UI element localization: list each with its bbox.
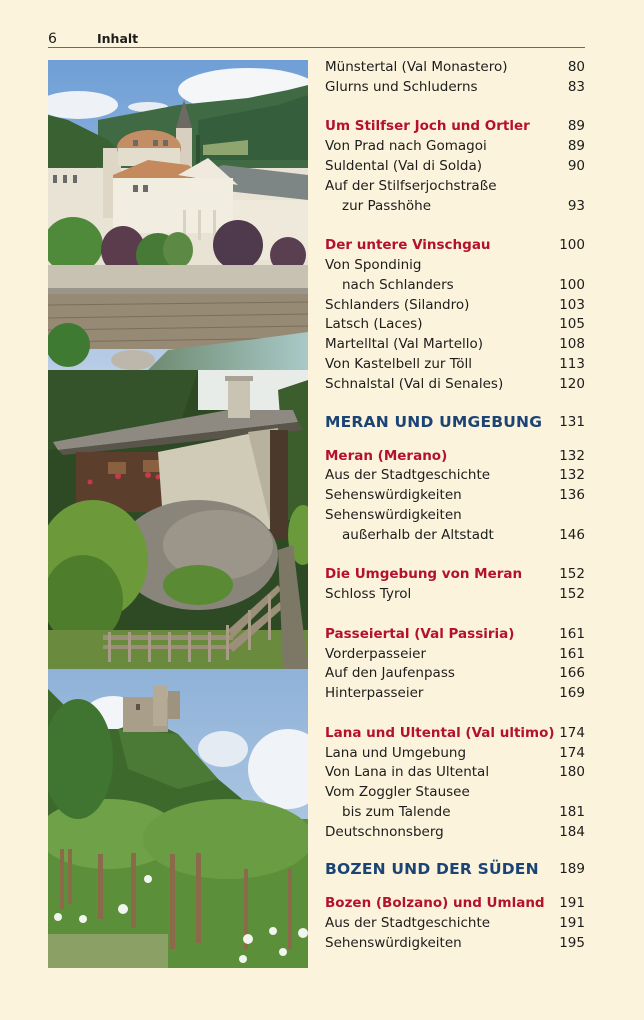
toc-entry[interactable] <box>325 645 585 665</box>
toc-entry-label: Martelltal (Val Martello) <box>325 336 484 353</box>
toc-section-page: 100 <box>559 237 585 254</box>
toc-chapter-heading[interactable] <box>325 409 585 435</box>
toc-section-page: 152 <box>559 566 585 583</box>
toc-entry-continuation[interactable] <box>325 803 585 823</box>
toc-entry[interactable] <box>325 78 585 98</box>
toc-entry[interactable] <box>325 256 585 276</box>
toc-entry[interactable] <box>325 934 585 954</box>
toc-entry-label: Lana und Umgebung <box>325 744 467 761</box>
toc-entry[interactable] <box>325 315 585 335</box>
toc-entry[interactable] <box>325 335 585 355</box>
page-number: 6 <box>48 31 57 47</box>
toc-entry-label: Auf der Stilfserjochstraße <box>325 177 497 194</box>
toc-entry-page: 132 <box>559 467 585 484</box>
spacer <box>325 216 585 236</box>
toc-section-label: Meran (Merano) <box>325 447 448 464</box>
toc-entry[interactable] <box>325 58 585 78</box>
toc-chapter-page: 189 <box>559 861 585 878</box>
toc-entry-page: 113 <box>559 355 585 372</box>
photo-farmhouse-on-rock <box>48 370 308 669</box>
farmhouse-image <box>48 370 308 669</box>
toc-entry[interactable] <box>325 355 585 375</box>
toc-entry-label: Schloss Tyrol <box>325 586 412 603</box>
toc-entry[interactable] <box>325 177 585 197</box>
toc-entry-page: 191 <box>559 915 585 932</box>
toc-section-label: Um Stilfser Joch und Ortler <box>325 118 530 135</box>
toc-entry-page: 180 <box>559 764 585 781</box>
toc-section-label: Bozen (Bolzano) und Umland <box>325 895 545 912</box>
toc-entry-continuation[interactable] <box>325 526 585 546</box>
toc-entry-page: 89 <box>567 138 585 155</box>
toc-entry-page: 100 <box>559 276 585 293</box>
toc-entry-label: Schlanders (Silandro) <box>325 296 470 313</box>
toc-entry[interactable] <box>325 296 585 316</box>
toc-chapter-heading[interactable] <box>325 856 585 882</box>
toc-entry[interactable] <box>325 157 585 177</box>
toc-entry-label: Sehenswürdigkeiten <box>325 935 462 952</box>
photo-castle-vineyard <box>48 669 308 968</box>
toc-chapter-label: BOZEN UND DER SÜDEN <box>325 860 539 879</box>
toc-section-heading[interactable] <box>325 724 585 744</box>
toc-section-heading[interactable] <box>325 565 585 585</box>
toc-entry-page: 195 <box>559 935 585 952</box>
toc-entry-label: bis zum Talende <box>342 803 451 820</box>
spacer <box>325 546 585 566</box>
toc-entry-page: 83 <box>567 78 585 95</box>
toc-entry[interactable] <box>325 375 585 395</box>
toc-section-heading[interactable] <box>325 236 585 256</box>
toc-entry-label: Von Spondinig <box>325 256 422 273</box>
toc-section-heading[interactable] <box>325 894 585 914</box>
toc-entry[interactable] <box>325 664 585 684</box>
toc-entry[interactable] <box>325 783 585 803</box>
toc-section-heading[interactable] <box>325 625 585 645</box>
toc-entry-page: 152 <box>559 586 585 603</box>
toc-entry-label: Münstertal (Val Monastero) <box>325 59 508 75</box>
spacer <box>325 435 585 447</box>
toc-entry-label: Hinterpasseier <box>325 685 424 702</box>
toc-entry-page: 93 <box>567 197 585 214</box>
toc-entry-page: 136 <box>559 487 585 504</box>
toc-entry-label: Suldental (Val di Solda) <box>325 157 482 174</box>
toc-entry-label: Aus der Stadtgeschichte <box>325 915 491 932</box>
kurhaus-image <box>48 60 308 370</box>
toc-entry-label: zur Passhöhe <box>342 197 432 214</box>
toc-entry-page: 105 <box>559 316 585 333</box>
toc-chapter-label: MERAN UND UMGEBUNG <box>325 412 543 431</box>
toc-entry-page: 184 <box>559 823 585 840</box>
running-head-title: Inhalt <box>97 31 139 46</box>
spacer <box>325 98 585 118</box>
running-head <box>48 30 585 48</box>
toc-entry[interactable] <box>325 823 585 843</box>
toc-entry-label: außerhalb der Altstadt <box>342 526 494 543</box>
toc-entry-page: 80 <box>567 59 585 75</box>
toc-entry-label: nach Schlanders <box>342 276 454 293</box>
photo-kurhaus-meran <box>48 60 308 370</box>
toc-entry-label: Aus der Stadtgeschichte <box>325 467 491 484</box>
toc-entry[interactable] <box>325 486 585 506</box>
table-of-contents <box>325 58 585 954</box>
toc-entry-label: Sehenswürdigkeiten <box>325 487 462 504</box>
toc-chapter-page: 131 <box>559 413 585 430</box>
toc-section-page: 174 <box>559 724 585 741</box>
toc-entry[interactable] <box>325 466 585 486</box>
toc-entry-page: 169 <box>559 685 585 702</box>
toc-entry-label: Deutschnonsberg <box>325 823 444 840</box>
toc-entry-page: 146 <box>559 526 585 543</box>
toc-section-page: 191 <box>559 895 585 912</box>
toc-entry-page: 120 <box>559 375 585 392</box>
toc-section-label: Die Umgebung von Meran <box>325 566 523 583</box>
toc-entry-page: 90 <box>567 157 585 174</box>
spacer <box>325 704 585 724</box>
toc-entry-continuation[interactable] <box>325 197 585 217</box>
toc-section-label: Passeiertal (Val Passiria) <box>325 625 515 642</box>
toc-entry-continuation[interactable] <box>325 276 585 296</box>
toc-entry-page: 181 <box>559 803 585 820</box>
toc-section-label: Der untere Vinschgau <box>325 237 491 254</box>
toc-entry[interactable] <box>325 137 585 157</box>
toc-section-heading[interactable] <box>325 447 585 467</box>
toc-section-heading[interactable] <box>325 117 585 137</box>
toc-entry-label: Von Kastelbell zur Töll <box>325 355 472 372</box>
toc-entry[interactable] <box>325 506 585 526</box>
toc-section-page: 161 <box>559 625 585 642</box>
toc-entry-label: Auf den Jaufenpass <box>325 665 455 682</box>
toc-entry-page: 103 <box>559 296 585 313</box>
toc-entry-label: Schnalstal (Val di Senales) <box>325 375 504 392</box>
toc-entry-page: 108 <box>559 336 585 353</box>
toc-entry-label: Latsch (Laces) <box>325 316 423 333</box>
spacer <box>325 882 585 894</box>
spacer <box>325 395 585 409</box>
toc-entry-label: Vom Zoggler Stausee <box>325 784 470 801</box>
toc-entry-label: Vorderpasseier <box>325 645 427 662</box>
toc-entry[interactable] <box>325 763 585 783</box>
toc-entry[interactable] <box>325 744 585 764</box>
spacer <box>325 842 585 856</box>
castle-vineyard-image <box>48 669 308 968</box>
toc-entry-label: Sehenswürdigkeiten <box>325 506 462 523</box>
toc-entry-label: Glurns und Schluderns <box>325 78 478 95</box>
toc-section-page: 89 <box>567 118 585 135</box>
spacer <box>325 605 585 625</box>
toc-entry-page: 166 <box>559 665 585 682</box>
toc-entry-page: 161 <box>559 645 585 662</box>
toc-section-label: Lana und Ultental (Val ultimo) <box>325 724 555 741</box>
toc-entry-label: Von Lana in das Ultental <box>325 764 490 781</box>
toc-entry[interactable] <box>325 914 585 934</box>
toc-entry[interactable] <box>325 684 585 704</box>
toc-entry-label: Von Prad nach Gomagoi <box>325 138 487 155</box>
toc-section-page: 132 <box>559 447 585 464</box>
toc-entry-page: 174 <box>559 744 585 761</box>
toc-entry[interactable] <box>325 585 585 605</box>
